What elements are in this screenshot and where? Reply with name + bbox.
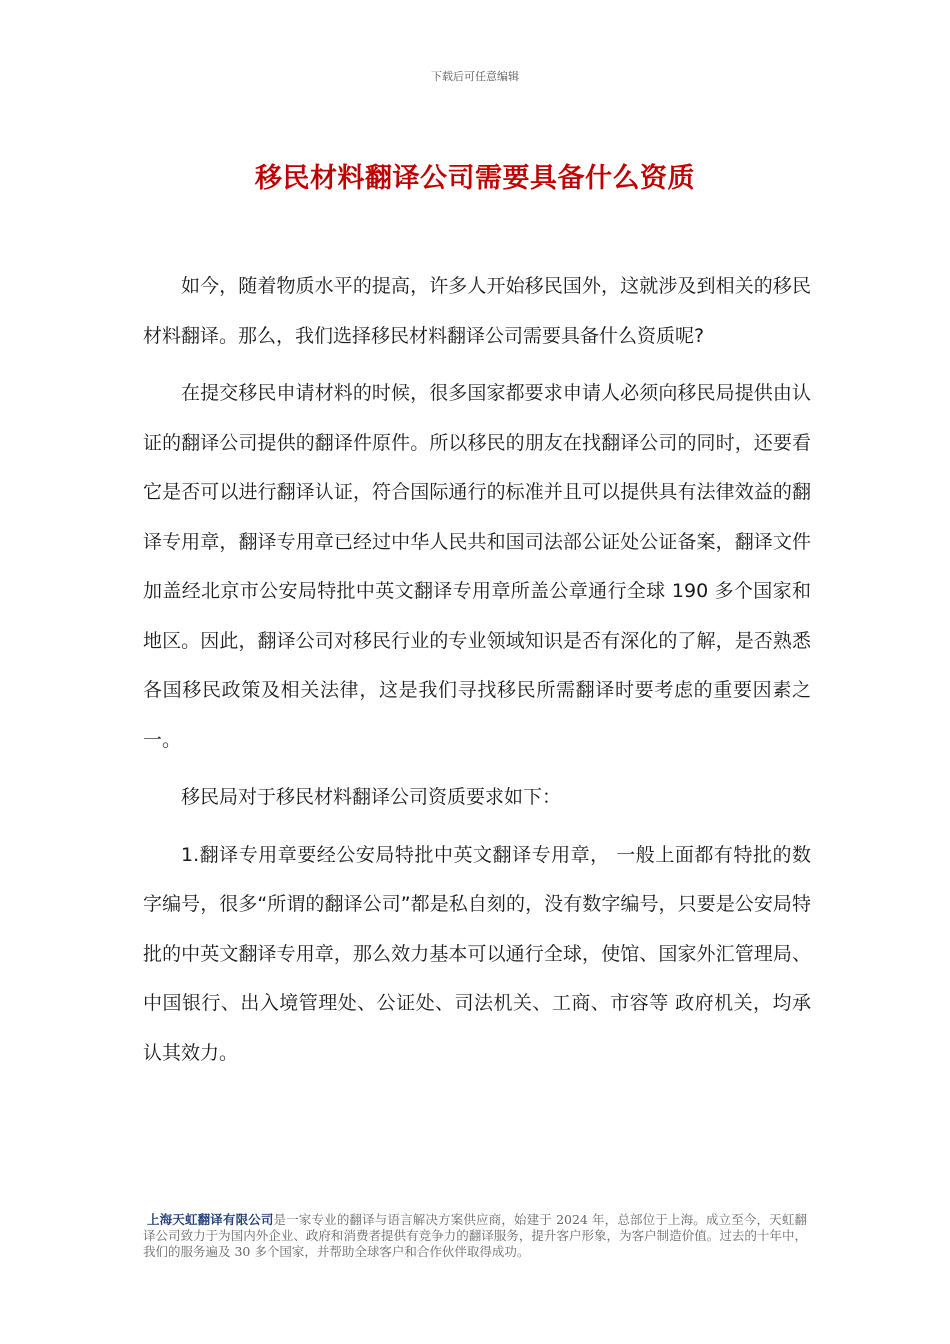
paragraph-list-heading: 移民局对于移民材料翻译公司资质要求如下： bbox=[181, 786, 562, 808]
document-body bbox=[143, 262, 811, 1086]
footer-description: 是一家专业的翻译与语言解决方案供应商，始建于 2024 年，总部位于上海。成立至今，天虹翻译公司致力于为国内外企业、政府和消费者提供有竞争力的翻译服务，提升客户形象，为客户制造价值。过去的十年中，我们的服务遍及 30 多个国家，并帮助全球客户和合作伙伴取得成功。 bbox=[143, 1212, 807, 1259]
paragraph-intro: 如今，随着物质水平的提高，许多人开始移民国外，这就涉及到相关的移民材料翻译。那么，我们选择移民材料翻译公司需要具备什么资质呢? bbox=[143, 275, 811, 347]
footer bbox=[143, 1212, 807, 1260]
header-note: 下载后可任意编辑 bbox=[431, 70, 519, 83]
paragraph-item-1: 1.翻译专用章要经公安局特批中英文翻译专用章， 一般上面都有特批的数字编号，很多“所谓的翻译公司”都是私自刻的，没有数字编号，只要是公安局特批的中英文翻译专用章，那么效力基本可以通行全球，使馆、国家外汇管理局、中国银行、出入境管理处、公证处、司法机关、工商、市容等 政府机关，均承认其效力。 bbox=[143, 843, 811, 1064]
footer-company-name: 上海天虹翻译有限公司 bbox=[147, 1212, 274, 1227]
document-title: 移民材料翻译公司需要具备什么资质 bbox=[255, 163, 695, 194]
paragraph-requirements: 在提交移民申请材料的时候，很多国家都要求申请人必须向移民局提供由认证的翻译公司提供的翻译件原件。所以移民的朋友在找翻译公司的同时，还要看它是否可以进行翻译认证，符合国际通行的标准并且可以提供具有法律效益的翻译专用章，翻译专用章已经过中华人民共和国司法部公证处公证备案，翻译文件加盖经北京市公安局特批中英文翻译专用章所盖公章通行全球 190 多个国家和地区。因此，翻译公司对移民行业的专业领域知识是否有深化的了解，是否熟悉各国移民政策及相关法律，这是我们寻找移民所需翻译时要考虑的重要因素之一。 bbox=[143, 382, 811, 751]
